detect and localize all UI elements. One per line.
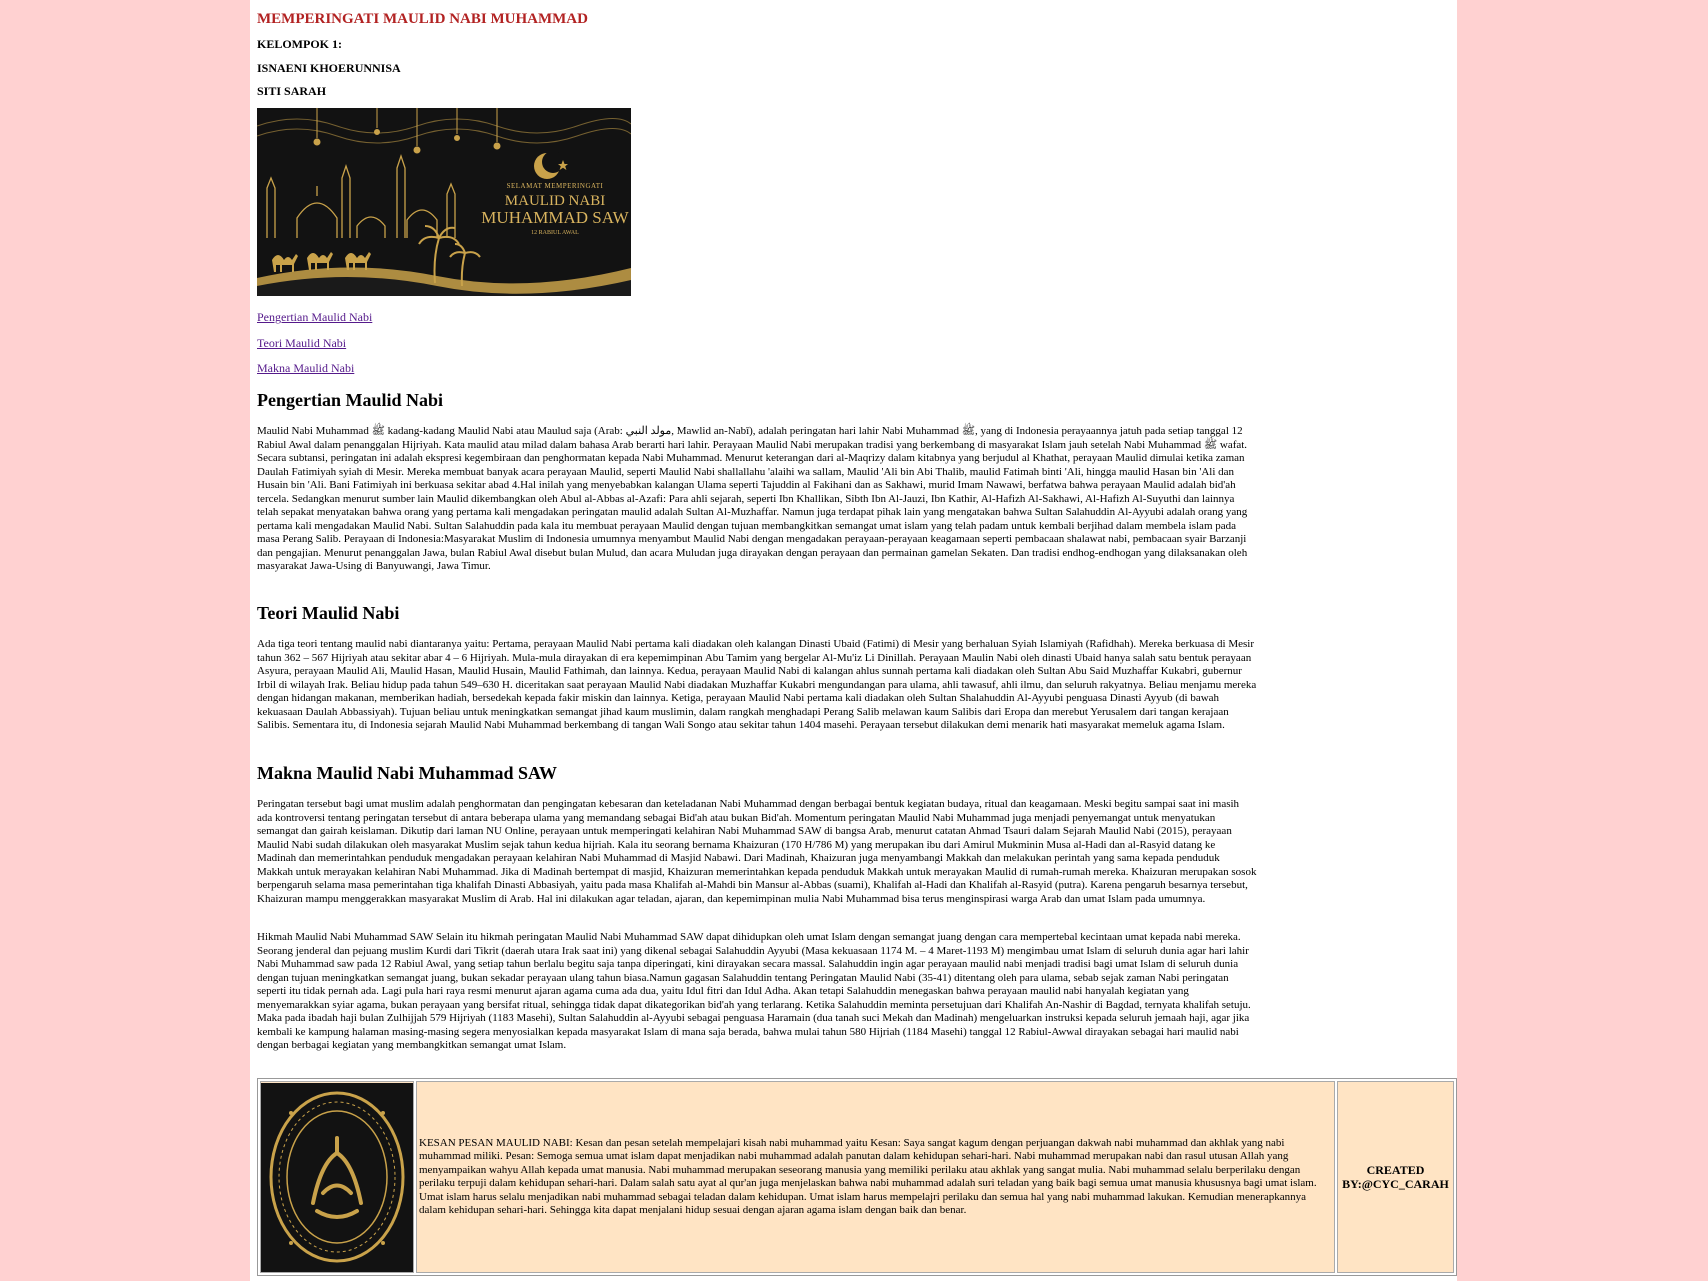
group-label: KELOMPOK 1: (257, 37, 342, 51)
nav-link-teori[interactable]: Teori Maulid Nabi (257, 336, 347, 350)
banner-line-2: MAULID NABI (504, 193, 606, 209)
credit-cell (1337, 1081, 1454, 1273)
section-text-pengertian: Maulid Nabi Muhammad ﷺ kadang-kadang Maulid Nabi atau Maulud saja (Arab: مولد النبي, Mawlid an-Nabī), adalah peringatan hari lahir Nabi Muhammad ﷺ, yang di Indonesia perayaannya jatuh pada setiap tanggal 12 Rabiul Awal dalam penanggalan Hijriyah. Kata maulid atau milad dalam bahasa Arab berarti hari lahir. Perayaan Maulid Nabi merupakan tradisi yang berkembang di masyarakat Islam jauh setelah Nabi Muhammad ﷺ wafat. Secara subtansi, peringatan ini adalah ekspresi kegembiraan dan penghormatan kepada Nabi Muhammad. Menurut keterangan dari al-Maqrizy dalam kitabnya yang berjudul al Khathat, perayaan Maulid dimulai ketika zaman Daulah Fatimiyah syiah di Mesir. Mereka membuat banyak acara perayaan Maulid, seperti Maulid Nabi shallallahu 'alaihi wa sallam, Maulid 'Ali bin Abi Thalib, maulid Fatimah binti 'Ali, hingga maulid Hasan bin 'Ali dan Husain bin 'Ali. Bani Fatimiyah ini berkuasa sekitar abad 4.Hal inilah yang menyebabkan kalangan Ulama seperti Tajuddin al Fakihani dan as Sakhawi, murid Imam Nawawi, berfatwa bahwa perayaan Maulid adalah bid'ah tercela. Sedangkan menurut sumber lain Maulid dikembangkan oleh Abul al-Abbas al-Azafi: Para ahli sejarah, seperti Ibn Khallikan, Sibth Ibn Al-Jauzi, Ibn Kathir, Al-Hafizh Al-Sakhawi, Al-Hafizh Al-Suyuthi dan lainnya telah sepakat menyatakan bahwa orang yang pertama kali mengadakan peringatan maulid adalah Sultan Al-Muzhaffar. Namun juga terdapat pihak lain yang mengatakan bahwa Sultan Salahuddin Al-Ayyubi adalah orang yang pertama kali mengadakan Maulid Nabi. Sultan Salahuddin pada kala itu membuat perayaan Maulid dengan tujuan membangkitkan semangat umat islam yang telah padam untuk kembali berjihad dalam membela islam pada masa Perang Salib. Perayaan di Indonesia:Masyarakat Muslim di Indonesia umumnya menyambut Maulid Nabi dengan mengadakan perayaan-perayaan keagamaan seperti pembacaan shalawat nabi, pembacaan syair Barzanji dan pengajian. Menurut penanggalan Jawa, bulan Rabiul Awal disebut bulan Mulud, dan acara Muludan juga dirayakan dengan perayaan dan permainan gamelan Sekaten. Dan tradisi endhog-endhogan yang dilaksanakan oleh masyarakat Jawa-Using di Banyuwangi, Jawa Timur. (257, 425, 1248, 572)
section-text-hikmah: Hikmah Maulid Nabi Muhammad SAW Selain itu hikmah peringatan Maulid Nabi Muhammad SAW dapat dihidupkan oleh umat Islam dengan semangat juang dengan cara mempertebal kecintaan umat kepada nabi mereka. Seorang jenderal dan pejuang muslim Kurdi dari Tikrit (daerah utara Irak saat ini) yang dikenal sebagai Salahuddin Ayyubi (Masa kekuasaan 1174 M. – 4 Maret-1193 M) mengimbau umat Islam di seluruh dunia agar hari lahir Nabi Muhammad saw pada 12 Rabiul Awal, yang setiap tahun berlalu begitu saja tanpa diperingati, kini dirayakan secara massal. Salahuddin ingin agar perayaan maulid nabi menjadi tradisi bagi umat Islam di seluruh dunia dengan tujuan meningkatkan semangat juang, bukan sekadar perayaan ulang tahun biasa.Namun gagasan Salahuddin tentang Peringatan Maulid Nabi (35-41) ditentang oleh para ulama, sebab sejak zaman Nabi peringatan seperti itu tidak pernah ada. Lagi pula hari raya resmi menurut ajaran agama cuma ada dua, yaitu Idul fitri dan Idul Adha. Akan tetapi Salahuddin menegaskan bahwa perayaan maulid nabi hanyalah kegiatan yang menyemarakkan syiar agama, bukan perayaan yang bersifat ritual, sehingga tidak dapat dikategorikan bid'ah yang terlarang. Ketika Salahuddin meminta persetujuan dari Khalifah An-Nashir di Bagdad, ternyata khalifah setuju. Maka pada ibadah haji bulan Zulhijjah 579 Hijriyah (1183 Masehi), Sultan Salahuddin al-Ayyubi sebagai penguasa Haramain (dua tanah suci Mekah dan Madinah) mengeluarkan instruksi kepada seluruh jemaah haji, agar jika kembali ke kampung halaman masing-masing segera menyosialkan kepada masyarakat Islam di mana saja berada, bahwa mulai tahun 580 Hijriah (1184 Masehi) tanggal 12 Rabiul-Awwal dirayakan sebagai hari maulid nabi dengan berbagai kegiatan yang membangkitkan semangat umat Islam. (257, 931, 1251, 1051)
section-heading-pengertian: Pengertian Maulid Nabi (257, 390, 444, 410)
page-title: MEMPERINGATI MAULID NABI MUHAMMAD (257, 11, 588, 27)
page-container (250, 0, 1457, 1281)
calligraphy-cell (260, 1081, 414, 1273)
banner-line-1: SELAMAT MEMPERINGATI (506, 182, 604, 190)
banner-graphic (257, 108, 631, 296)
credit-line-1: CREATED (1366, 1163, 1425, 1177)
section-text-teori: Ada tiga teori tentang maulid nabi diantaranya yaitu: Pertama, perayaan Maulid Nabi pertama kali diadakan oleh kalangan Dinasti Ubaid (Fatimi) di Mesir yang berhaluan Syiah Islamiyah (Rafidhah). Mereka berkuasa di Mesir tahun 362 – 567 Hijriyah atau sekitar abar 4 – 6 Hijriyah. Mula-mula dirayakan di era kepemimpinan Abu Tamim yang bergelar Al-Mu'iz Li Dinillah. Perayaan Maulin Nabi oleh dinasti Ubaid hanya salah satu bentuk perayaan Asyura, perayaan Maulid Ali, Maulid Hasan, Maulid Husain, Maulid Fathimah, dan lainnya. Kedua, perayaan Maulid Nabi di kalangan ahlus sunnah pertama kali diadakan oleh Sultan Abu Said Muzhaffar Kukabri, gubernur Irbil di wilayah Irak. Beliau hidup pada tahun 549–630 H. diceritakan saat perayaan Maulid Nabi diadakan Muzhaffar Kukabri mengundangan para ulama, ahli tawasuf, ahli ilmu, dan seluruh rakyatnya. Beliau menjamu mereka dengan hidangan makanan, memberikan hadiah, bersedekah kepada fakir miskin dan lainnya. Ketiga, perayaan Maulid Nabi pertama kali diadakan oleh Sultan Shalahuddin Al-Ayyubi penguasa Dinasti Ayyub (di bawah kekuasaan Daulah Abbassiyah). Tujuan beliau untuk meningkatkan semangat jihad kaum muslimin, dalam rangkah menghadapi Perang Salib melawan kaum Salibis dari Eropa dan merebut Yerusalem dari tangan kerajaan Salibis. Sementara itu, di Indonesia sejarah Maulid Nabi Muhammad berkembang di tangan Wali Songo atau sekitar tahun 1404 masehi. Perayaan tersebut dilakukan demi menarik hati masyarakat memeluk agama Islam. (257, 638, 1257, 731)
footer-table (257, 1078, 1457, 1276)
nav-link-makna[interactable]: Makna Maulid Nabi (257, 361, 355, 375)
section-heading-teori: Teori Maulid Nabi (257, 603, 400, 623)
section-text-makna: Peringatan tersebut bagi umat muslim adalah penghormatan dan pengingatan kebesaran dan keteladanan Nabi Muhammad dengan berbagai bentuk kegiatan budaya, ritual dan keagamaan. Meski begitu sampai saat ini masih ada kontroversi tentang peringatan tersebut di antara beberapa ulama yang memandang sebagai Bid'ah atau bukan Bid'ah. Momentum peringatan Maulid Nabi Muhammad juga menjadi penyemangat untuk menyatukan semangat dan gairah keislaman. Dikutip dari laman NU Online, perayaan untuk memperingati kelahiran Nabi Muhammad SAW di bangsa Arab, menurut catatan Ahmad Tsauri dalam Sejarah Maulid Nabi (2015), perayaan Maulid Nabi sudah dilakukan oleh masyarakat Muslim sejak tahun kedua hijriah. Kala itu seorang bernama Khaizuran (170 H/786 M) yang merupakan ibu dari Amirul Mukminin Musa al-Hadi dan al-Rasyid datang ke Madinah dan memerintahkan penduduk mengadakan perayaan kelahiran Nabi Muhammad di Masjid Nabawi. Dari Madinah, Khaizuran juga menyambangi Makkah dan melakukan perintah yang sama kepada penduduk Makkah untuk merayakan kelahiran Nabi Muhammad. Jika di Madinah bertempat di masjid, Khaizuran memerintahkan kepada penduduk Makkah untuk merayakan Maulid di rumah-rumah mereka. Khaizuran merupakan sosok berpengaruh selama masa pemerintahan tiga khalifah Dinasti Abbasiyah, yaitu pada masa Khalifah al-Mahdi bin Mansur al-Abbas (suami), Khalifah al-Hadi dan Khalifah al-Rasyid (putra). Karena pengaruh besarnya tersebut, Khaizuran mampu menggerakkan masyarakat Muslim di Arab. Hal ini dilakukan agar teladan, ajaran, dan kepemimpinan mulia Nabi Muhammad bisa terus menginspirasi warga Arab dan umat Islam pada umumnya. (257, 798, 1257, 905)
member-name: ISNAENI KHOERUNNISA (257, 61, 401, 75)
banner-line-4: 12 RABIUL AWAL (531, 230, 579, 236)
muhammad-calligraphy-image (261, 1083, 413, 1272)
credit-line-2: BY:@CYC_CARAH (1342, 1177, 1449, 1191)
banner-line-3: MUHAMMAD SAW (481, 208, 629, 227)
maulid-banner-image (257, 108, 631, 296)
kesan-pesan-text: KESAN PESAN MAULID NABI: Kesan dan pesan setelah mempelajari kisah nabi muhammad yaitu Kesan: Saya sangat kagum dengan perjuangan dakwah nabi muhammad dan akhlak yang nabi muhammad miliki. Pesan: Semoga semua umat islam dapat menjadikan nabi muhammad adalah panutan dalam kehidupan sehari-hari. Nabi muhammad merupakan nabi dan rasul utusan Allah yang menyampaikan wahyu Allah kepada umat manusia. Nabi muhammad merupakan seseorang manusia yang memiliki perilaku atau akhlak yang sangat mulia. Nabi muhammad selalu berperilaku dengan perilaku terpuji dalam kehidupan sehari-hari. Dalam salah satu ayat al qur'an juga menjelaskan bahwa nabi muhammad adalah suri teladan yang baik bagi semua umat manusia khususnya bagi umat islam. Umat islam harus selalu menjadikan nabi muhammad sebagai teladan dalam kehidupan. Umat islam harus mempelajri perilaku dan semua hal yang nabi muhammad lakukan. Kemudian menerapkannya dalam kehidupan sehari-hari. Sehingga kita dapat menjalani hidup sesuai dengan ajaran agama islam dengan baik dan benar. (416, 1081, 1335, 1273)
nav-link-pengertian[interactable]: Pengertian Maulid Nabi (257, 310, 373, 324)
member-name: SITI SARAH (257, 84, 327, 98)
section-heading-makna: Makna Maulid Nabi Muhammad SAW (257, 763, 558, 783)
